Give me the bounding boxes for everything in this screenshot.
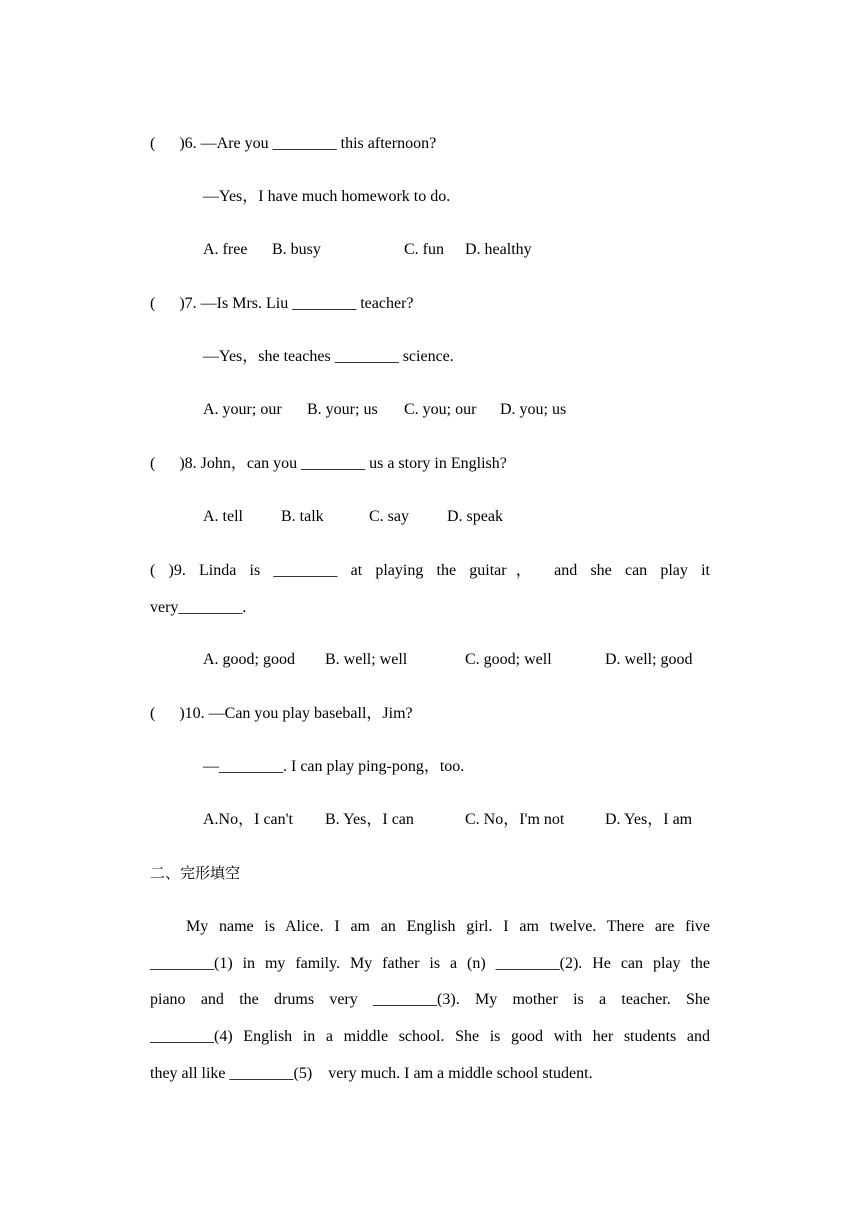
question-10-option-a: A.No，I can't (203, 811, 293, 828)
section-2-title: 二、完形填空 (150, 864, 241, 882)
question-9-option-c: C. good; well (465, 651, 552, 668)
question-7-reply: —Yes，she teaches ________ science. (203, 348, 454, 365)
question-7-option-b: B. your; us (307, 401, 378, 418)
passage-line-2: ________(1) in my family. My father is a (n) ________(2). He can play the (150, 955, 710, 972)
question-9-option-b: B. well; well (325, 651, 408, 668)
question-8-stem: ( )8. John，can you ________ us a story in English? (150, 455, 507, 472)
question-10-option-c: C. No，I'm not (465, 811, 565, 828)
question-10-option-d: D. Yes，I am (605, 811, 693, 828)
question-9-option-a: A. good; good (203, 651, 295, 668)
question-8-option-c: C. say (369, 508, 409, 525)
question-9-stem-line-1: ( )9. Linda is ________ at playing the guitar， and she can play it (150, 562, 710, 579)
question-6-stem: ( )6. —Are you ________ this afternoon? (150, 135, 437, 152)
question-6-option-a: A. free (203, 241, 248, 258)
question-6-option-b: B. busy (272, 241, 321, 258)
question-6-option-c: C. fun (404, 241, 444, 258)
question-8-option-d: D. speak (447, 508, 503, 525)
question-7-option-a: A. your; our (203, 401, 282, 418)
question-9-option-d: D. well; good (605, 651, 693, 668)
question-7-stem: ( )7. —Is Mrs. Liu ________ teacher? (150, 295, 414, 312)
passage-line-4: ________(4) English in a middle school. She is good with her students and (150, 1028, 710, 1045)
question-6-option-d: D. healthy (465, 241, 532, 258)
question-10-stem: ( )10. —Can you play baseball，Jim? (150, 705, 413, 722)
question-9-stem-line-2: very________. (150, 599, 247, 616)
passage-line-1: My name is Alice. I am an English girl. I am twelve. There are five (186, 918, 710, 935)
passage-line-5: they all like ________(5) very much. I am a middle school student. (150, 1065, 593, 1082)
question-7-option-d: D. you; us (500, 401, 567, 418)
question-10-reply: —________. I can play ping-pong，too. (203, 758, 465, 775)
question-7-option-c: C. you; our (404, 401, 477, 418)
question-10-option-b: B. Yes，I can (325, 811, 414, 828)
question-8-option-a: A. tell (203, 508, 243, 525)
question-6-reply: —Yes，I have much homework to do. (203, 188, 451, 205)
question-8-option-b: B. talk (281, 508, 324, 525)
passage-line-3: piano and the drums very ________(3). My mother is a teacher. She (150, 991, 710, 1008)
